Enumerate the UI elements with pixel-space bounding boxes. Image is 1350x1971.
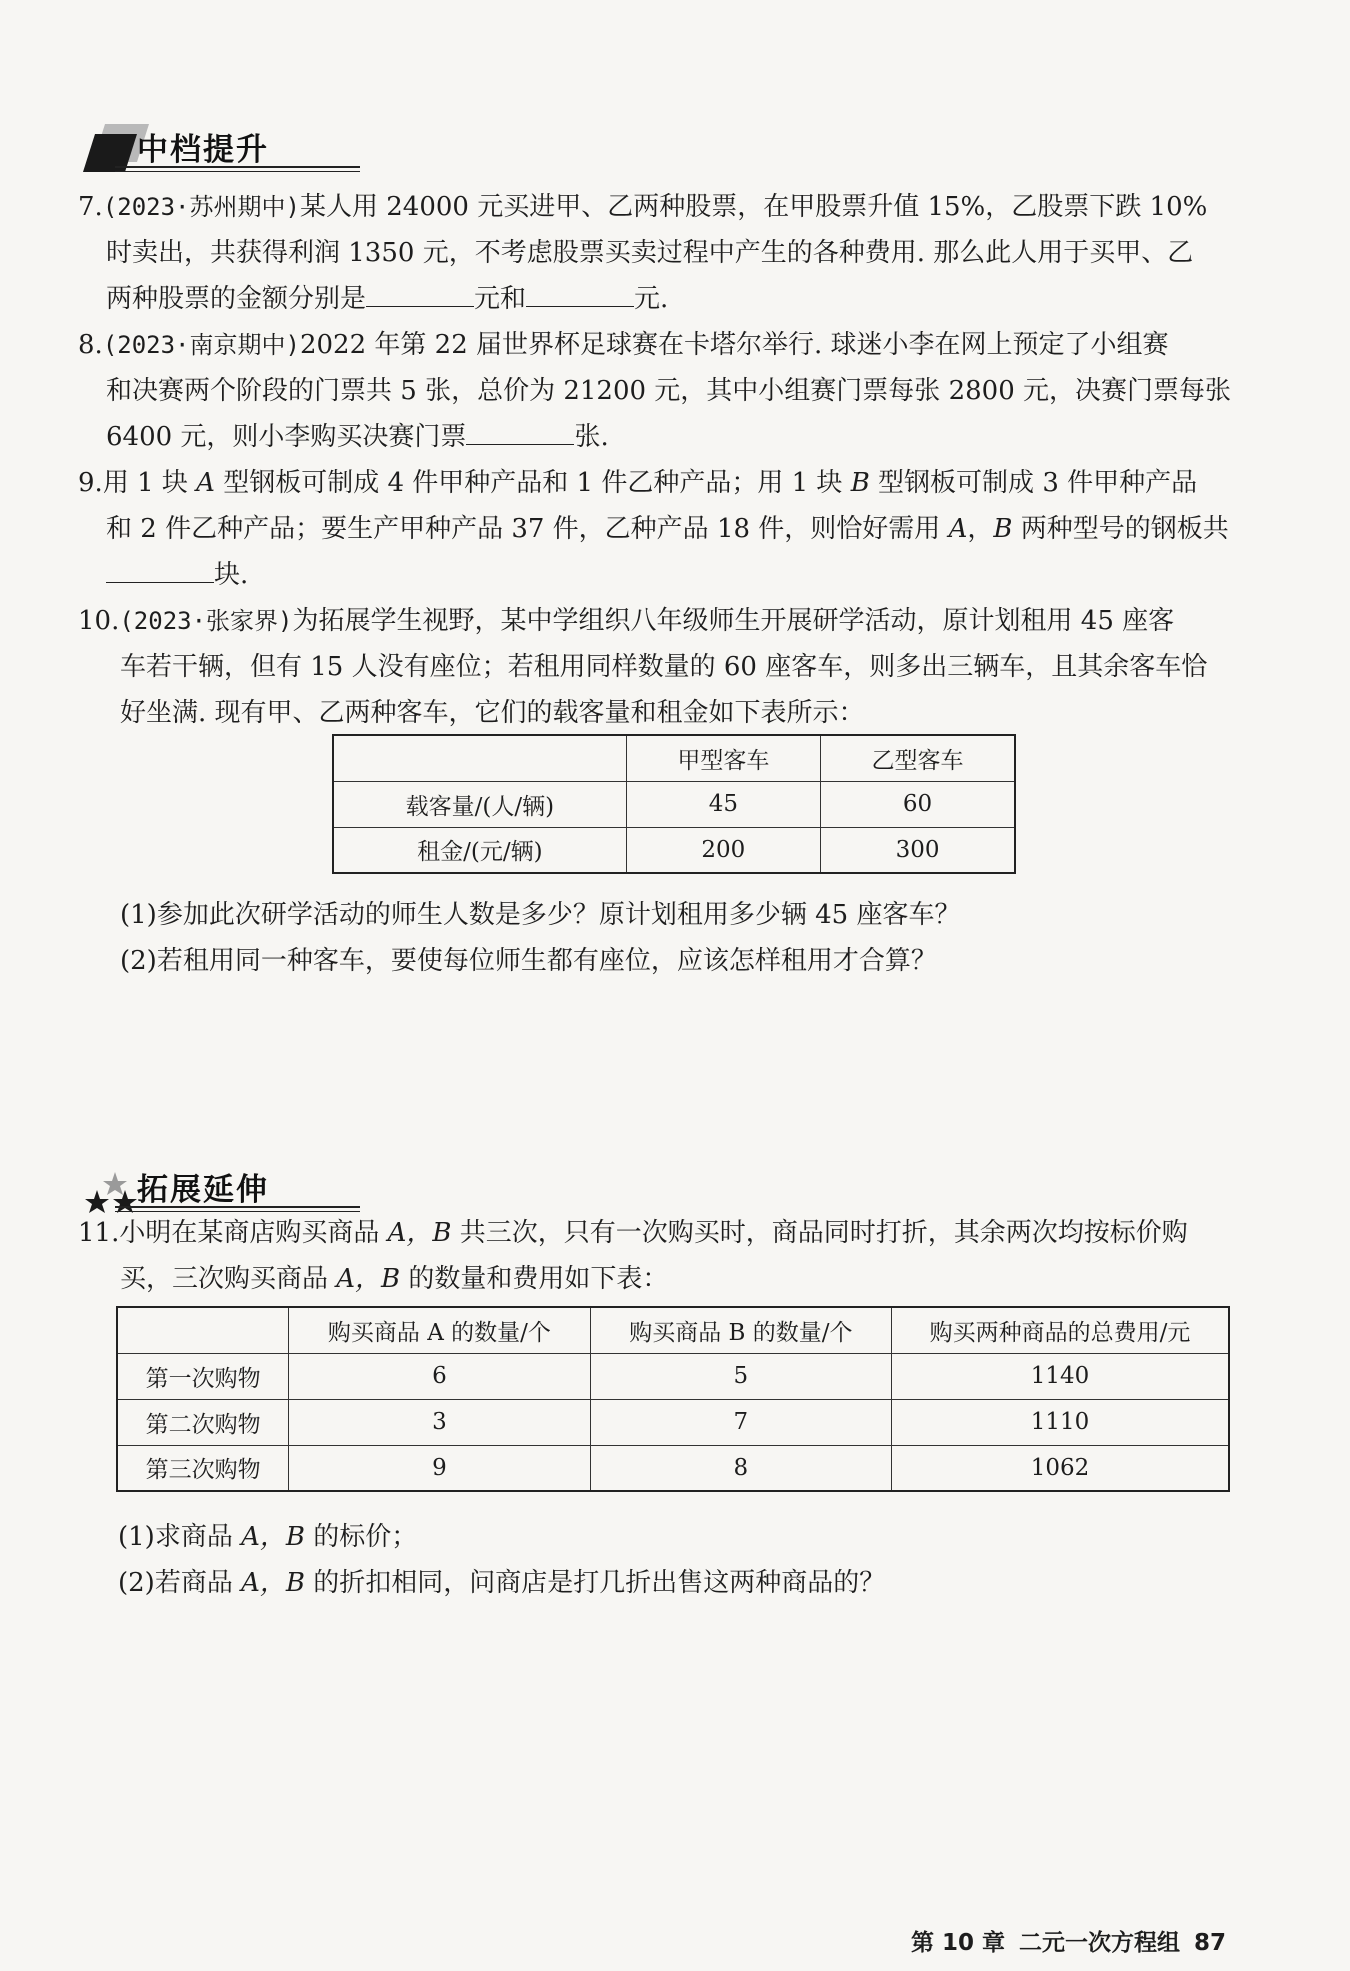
page-footer: [897, 1924, 1226, 1957]
sub-question-10-2: (2)若租用同一种客车，要使每位师生都有座位，应该怎样租用才合算？: [120, 946, 937, 976]
table-cell: 7: [590, 1399, 891, 1445]
sub-question-text: 的折扣相同，问商店是打几折出售这两种商品的？: [305, 1568, 886, 1598]
variables-ab: A，B: [387, 1218, 452, 1248]
problem-text: 两种股票的金额分别是: [106, 284, 367, 314]
problem-text: 好坐满. 现有甲、乙两种客车，它们的载客量和租金如下表所示：: [120, 698, 865, 728]
section-title-ext: 拓展延伸: [137, 1172, 269, 1208]
table-row: [333, 781, 1015, 827]
table-cell: 6: [289, 1353, 590, 1399]
problem-text: 某人用 24000 元买进甲、乙两种股票，在甲股票升值 15%，乙股票下跌 10%: [299, 192, 1208, 222]
page-number: 87: [1193, 1930, 1226, 1956]
problem-8: [78, 322, 1240, 460]
sub-question-text: (2)若商品: [118, 1568, 242, 1598]
table-cell: 载客量/(人/辆): [333, 781, 626, 827]
table-cell: 5: [590, 1353, 891, 1399]
table-row: [117, 1353, 1229, 1399]
problem-text: 时卖出，共获得利润 1350 元，不考虑股票买卖过程中产生的各种费用. 那么此人用于买甲、乙: [106, 238, 1194, 268]
problem-text: 元.: [634, 284, 669, 314]
problem-text: 两种型号的钢板共: [1012, 514, 1229, 544]
bus-rental-table: [332, 734, 1016, 874]
table-header-cell: 购买商品 A 的数量/个: [289, 1307, 590, 1353]
problem-source: (2023·南京期中): [102, 331, 300, 359]
answer-blank[interactable]: [526, 279, 634, 307]
table-row: [117, 1399, 1229, 1445]
table-cell: 60: [821, 781, 1015, 827]
problem-source: (2023·苏州期中): [102, 193, 300, 221]
variables-ab: A，B: [336, 1264, 401, 1294]
variable-a: A: [196, 468, 215, 498]
problem-text: 小明在某商店购买商品: [119, 1218, 388, 1248]
table-cell: 租金/(元/辆): [333, 827, 626, 873]
chapter-label: 第 10 章: [910, 1930, 1005, 1956]
problem-7: [78, 184, 1240, 322]
problem-10: [78, 598, 1240, 736]
table-cell: 1140: [892, 1353, 1229, 1399]
table-cell: 8: [590, 1445, 891, 1491]
problem-source: (2023·张家界): [119, 607, 293, 635]
table-header-cell: [117, 1307, 289, 1353]
variable-a: A: [948, 514, 968, 544]
variables-ab: A，B: [241, 1522, 305, 1552]
problem-number: 7.: [78, 192, 103, 222]
problem-text: 元和: [474, 284, 527, 314]
problem-text: 型钢板可制成 3 件甲种产品: [869, 468, 1198, 498]
table-cell: 第三次购物: [117, 1445, 289, 1491]
problem-text: 的数量和费用如下表：: [400, 1264, 669, 1294]
problem-text: ，: [967, 514, 994, 544]
sub-question-11-1: [118, 1514, 417, 1560]
problem-text: 为拓展学生视野，某中学组织八年级师生开展研学活动，原计划租用 45 座客: [292, 606, 1175, 636]
variables-ab: A，B: [241, 1568, 305, 1598]
problem-text: 共三次，只有一次购买时，商品同时打折，其余两次均按标价购: [451, 1218, 1188, 1248]
problem-number: 9.: [78, 468, 103, 498]
sub-question-10-1: (1)参加此次研学活动的师生人数是多少？原计划租用多少辆 45 座客车？: [120, 900, 961, 930]
table-cell: 45: [626, 781, 820, 827]
section-rule-thin: [115, 171, 360, 172]
problem-text: 型钢板可制成 4 件甲种产品和 1 件乙种产品；用 1 块: [214, 468, 851, 498]
problem-number: 10.: [78, 606, 120, 636]
table-header-cell: [333, 735, 626, 781]
table-cell: 300: [821, 827, 1015, 873]
table-cell: 第一次购物: [117, 1353, 289, 1399]
table-cell: 9: [289, 1445, 590, 1491]
problem-text: 2022 年第 22 届世界杯足球赛在卡塔尔举行. 球迷小李在网上预定了小组赛: [299, 330, 1169, 360]
variable-b: B: [993, 514, 1013, 544]
purchase-table: [116, 1306, 1230, 1492]
problem-text: 车若干辆，但有 15 人没有座位；若租用同样数量的 60 座客车，则多出三辆车，且其余客车恰: [120, 652, 1208, 682]
answer-blank[interactable]: [366, 279, 474, 307]
problem-text: 买，三次购买商品: [120, 1264, 337, 1294]
section-title-mid: 中档提升: [137, 132, 269, 168]
table-cell: 1110: [892, 1399, 1229, 1445]
table-cell: 1062: [892, 1445, 1229, 1491]
sub-question-text: 的标价；: [305, 1522, 418, 1552]
table-row: [333, 827, 1015, 873]
answer-blank[interactable]: [466, 417, 574, 445]
answer-blank[interactable]: [106, 555, 214, 583]
variable-b: B: [850, 468, 870, 498]
table-header-cell: 甲型客车: [626, 735, 820, 781]
table-header-cell: 购买商品 B 的数量/个: [590, 1307, 891, 1353]
problem-number: 8.: [78, 330, 103, 360]
problem-11: [78, 1210, 1240, 1302]
table-header-row: [117, 1307, 1229, 1353]
problem-text: 块.: [214, 560, 249, 590]
table-header-cell: 乙型客车: [821, 735, 1015, 781]
table-header-cell: 购买两种商品的总费用/元: [892, 1307, 1229, 1353]
problem-text: 6400 元，则小李购买决赛门票: [106, 422, 467, 452]
problem-text: 和决赛两个阶段的门票共 5 张，总价为 21200 元，其中小组赛门票每张 2800 元，决赛门票每张: [106, 376, 1232, 406]
chapter-title: 二元一次方程组: [1018, 1930, 1180, 1956]
table-cell: 第二次购物: [117, 1399, 289, 1445]
problem-9: [78, 460, 1240, 598]
table-cell: 200: [626, 827, 820, 873]
sub-question-11-2: [118, 1560, 885, 1606]
table-cell: 3: [289, 1399, 590, 1445]
table-row: [117, 1445, 1229, 1491]
table-header-row: [333, 735, 1015, 781]
sub-question-text: (1)求商品: [118, 1522, 242, 1552]
problem-text: 用 1 块: [102, 468, 197, 498]
problem-number: 11.: [78, 1218, 120, 1248]
problem-text: 张.: [574, 422, 609, 452]
problem-text: 和 2 件乙种产品；要生产甲种产品 37 件，乙种产品 18 件，则恰好需用: [106, 514, 949, 544]
